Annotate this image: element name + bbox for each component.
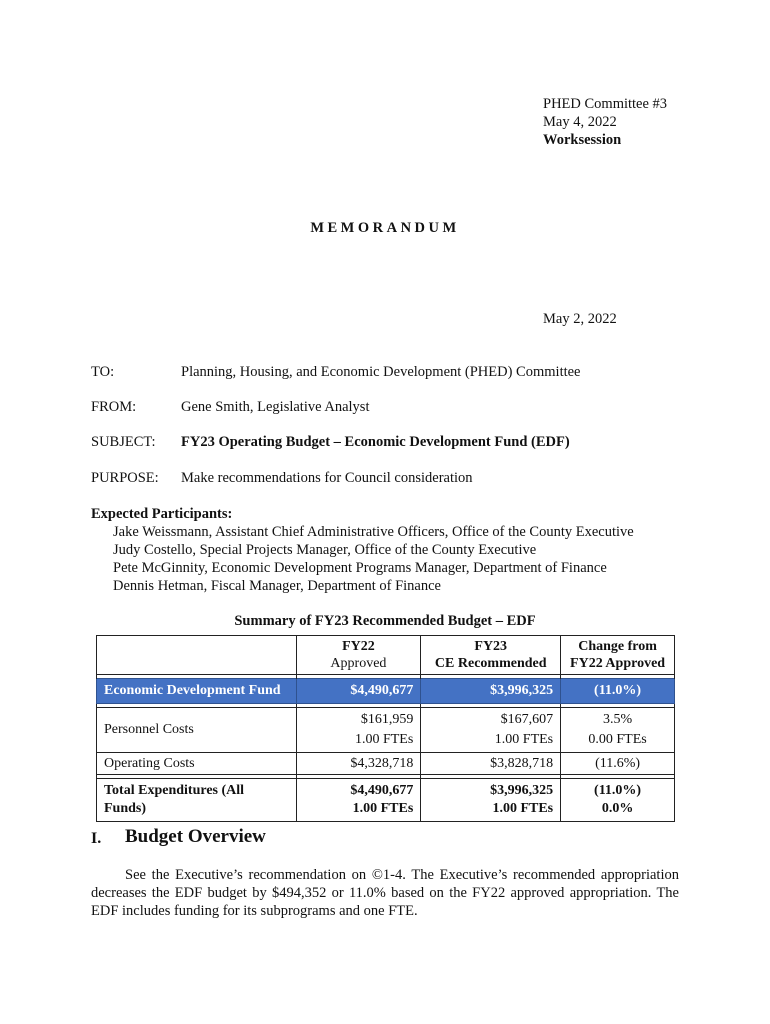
participant-item: Jake Weissmann, Assistant Chief Administrative Officers, Office of the County Executive (113, 524, 634, 540)
session-type: Worksession (543, 132, 622, 148)
from-label: FROM: (91, 399, 137, 415)
table-row-personnel (97, 708, 675, 753)
table-row-edf (97, 679, 675, 704)
participant-item: Dennis Hetman, Fiscal Manager, Department of Finance (113, 578, 441, 594)
operating-fy22: $4,328,718 (296, 753, 421, 775)
edf-fy22: $4,490,677 (296, 679, 421, 704)
header-change: Change from FY22 Approved (561, 636, 675, 675)
edf-fy23: $3,996,325 (421, 679, 561, 704)
subject-value: FY23 Operating Budget – Economic Development Fund (EDF) (181, 434, 570, 450)
table-title: Summary of FY23 Recommended Budget – EDF (234, 613, 536, 629)
to-value: Planning, Housing, and Economic Development (PHED) Committee (181, 364, 581, 380)
total-fy22: $4,490,677 1.00 FTEs (296, 779, 421, 822)
participants-heading: Expected Participants: (91, 506, 233, 522)
purpose-label: PURPOSE: (91, 470, 159, 486)
participant-item: Pete McGinnity, Economic Development Programs Manager, Department of Finance (113, 560, 607, 576)
table-row-total (97, 779, 675, 822)
purpose-value: Make recommendations for Council consideration (181, 470, 473, 486)
personnel-fy22: $161,959 1.00 FTEs (296, 708, 421, 753)
header-fy23: FY23 CE Recommended (421, 636, 561, 675)
edf-change: (11.0%) (561, 679, 675, 704)
committee-line: PHED Committee #3 (543, 96, 668, 112)
section-number: I. (91, 830, 102, 847)
memo-title: MEMORANDUM (310, 220, 460, 236)
personnel-fy23: $167,607 1.00 FTEs (421, 708, 561, 753)
header-empty-cell (97, 636, 297, 675)
total-label: Total Expenditures (All Funds) (97, 779, 297, 822)
subject-label: SUBJECT: (91, 434, 156, 450)
table-row-operating (97, 753, 675, 775)
personnel-label: Personnel Costs (97, 708, 297, 753)
budget-summary-table (96, 635, 675, 822)
total-change: (11.0%) 0.0% (561, 779, 675, 822)
table-header-row (97, 636, 675, 675)
participant-item: Judy Costello, Special Projects Manager, Office of the County Executive (113, 542, 537, 558)
section-title: Budget Overview (125, 826, 266, 847)
participants-section (91, 505, 634, 595)
meeting-date: May 4, 2022 (543, 114, 617, 130)
section-paragraph: See the Executive’s recommendation on ©1-4. The Executive’s recommended appropriation decreases the EDF budget by $494,352 or 11.0% based on the FY22 approved appropriation. The EDF includes funding for its subprograms and one FTE. (91, 867, 679, 919)
personnel-change: 3.5% 0.00 FTEs (561, 708, 675, 753)
memo-date: May 2, 2022 (543, 311, 617, 327)
edf-label: Economic Development Fund (97, 679, 297, 704)
total-fy23: $3,996,325 1.00 FTEs (421, 779, 561, 822)
operating-label: Operating Costs (97, 753, 297, 775)
header-block (543, 95, 667, 149)
from-value: Gene Smith, Legislative Analyst (181, 399, 370, 415)
to-label: TO: (91, 364, 115, 380)
header-fy22: FY22 Approved (296, 636, 421, 675)
participants-list (91, 523, 634, 595)
operating-fy23: $3,828,718 (421, 753, 561, 775)
operating-change: (11.6%) (561, 753, 675, 775)
